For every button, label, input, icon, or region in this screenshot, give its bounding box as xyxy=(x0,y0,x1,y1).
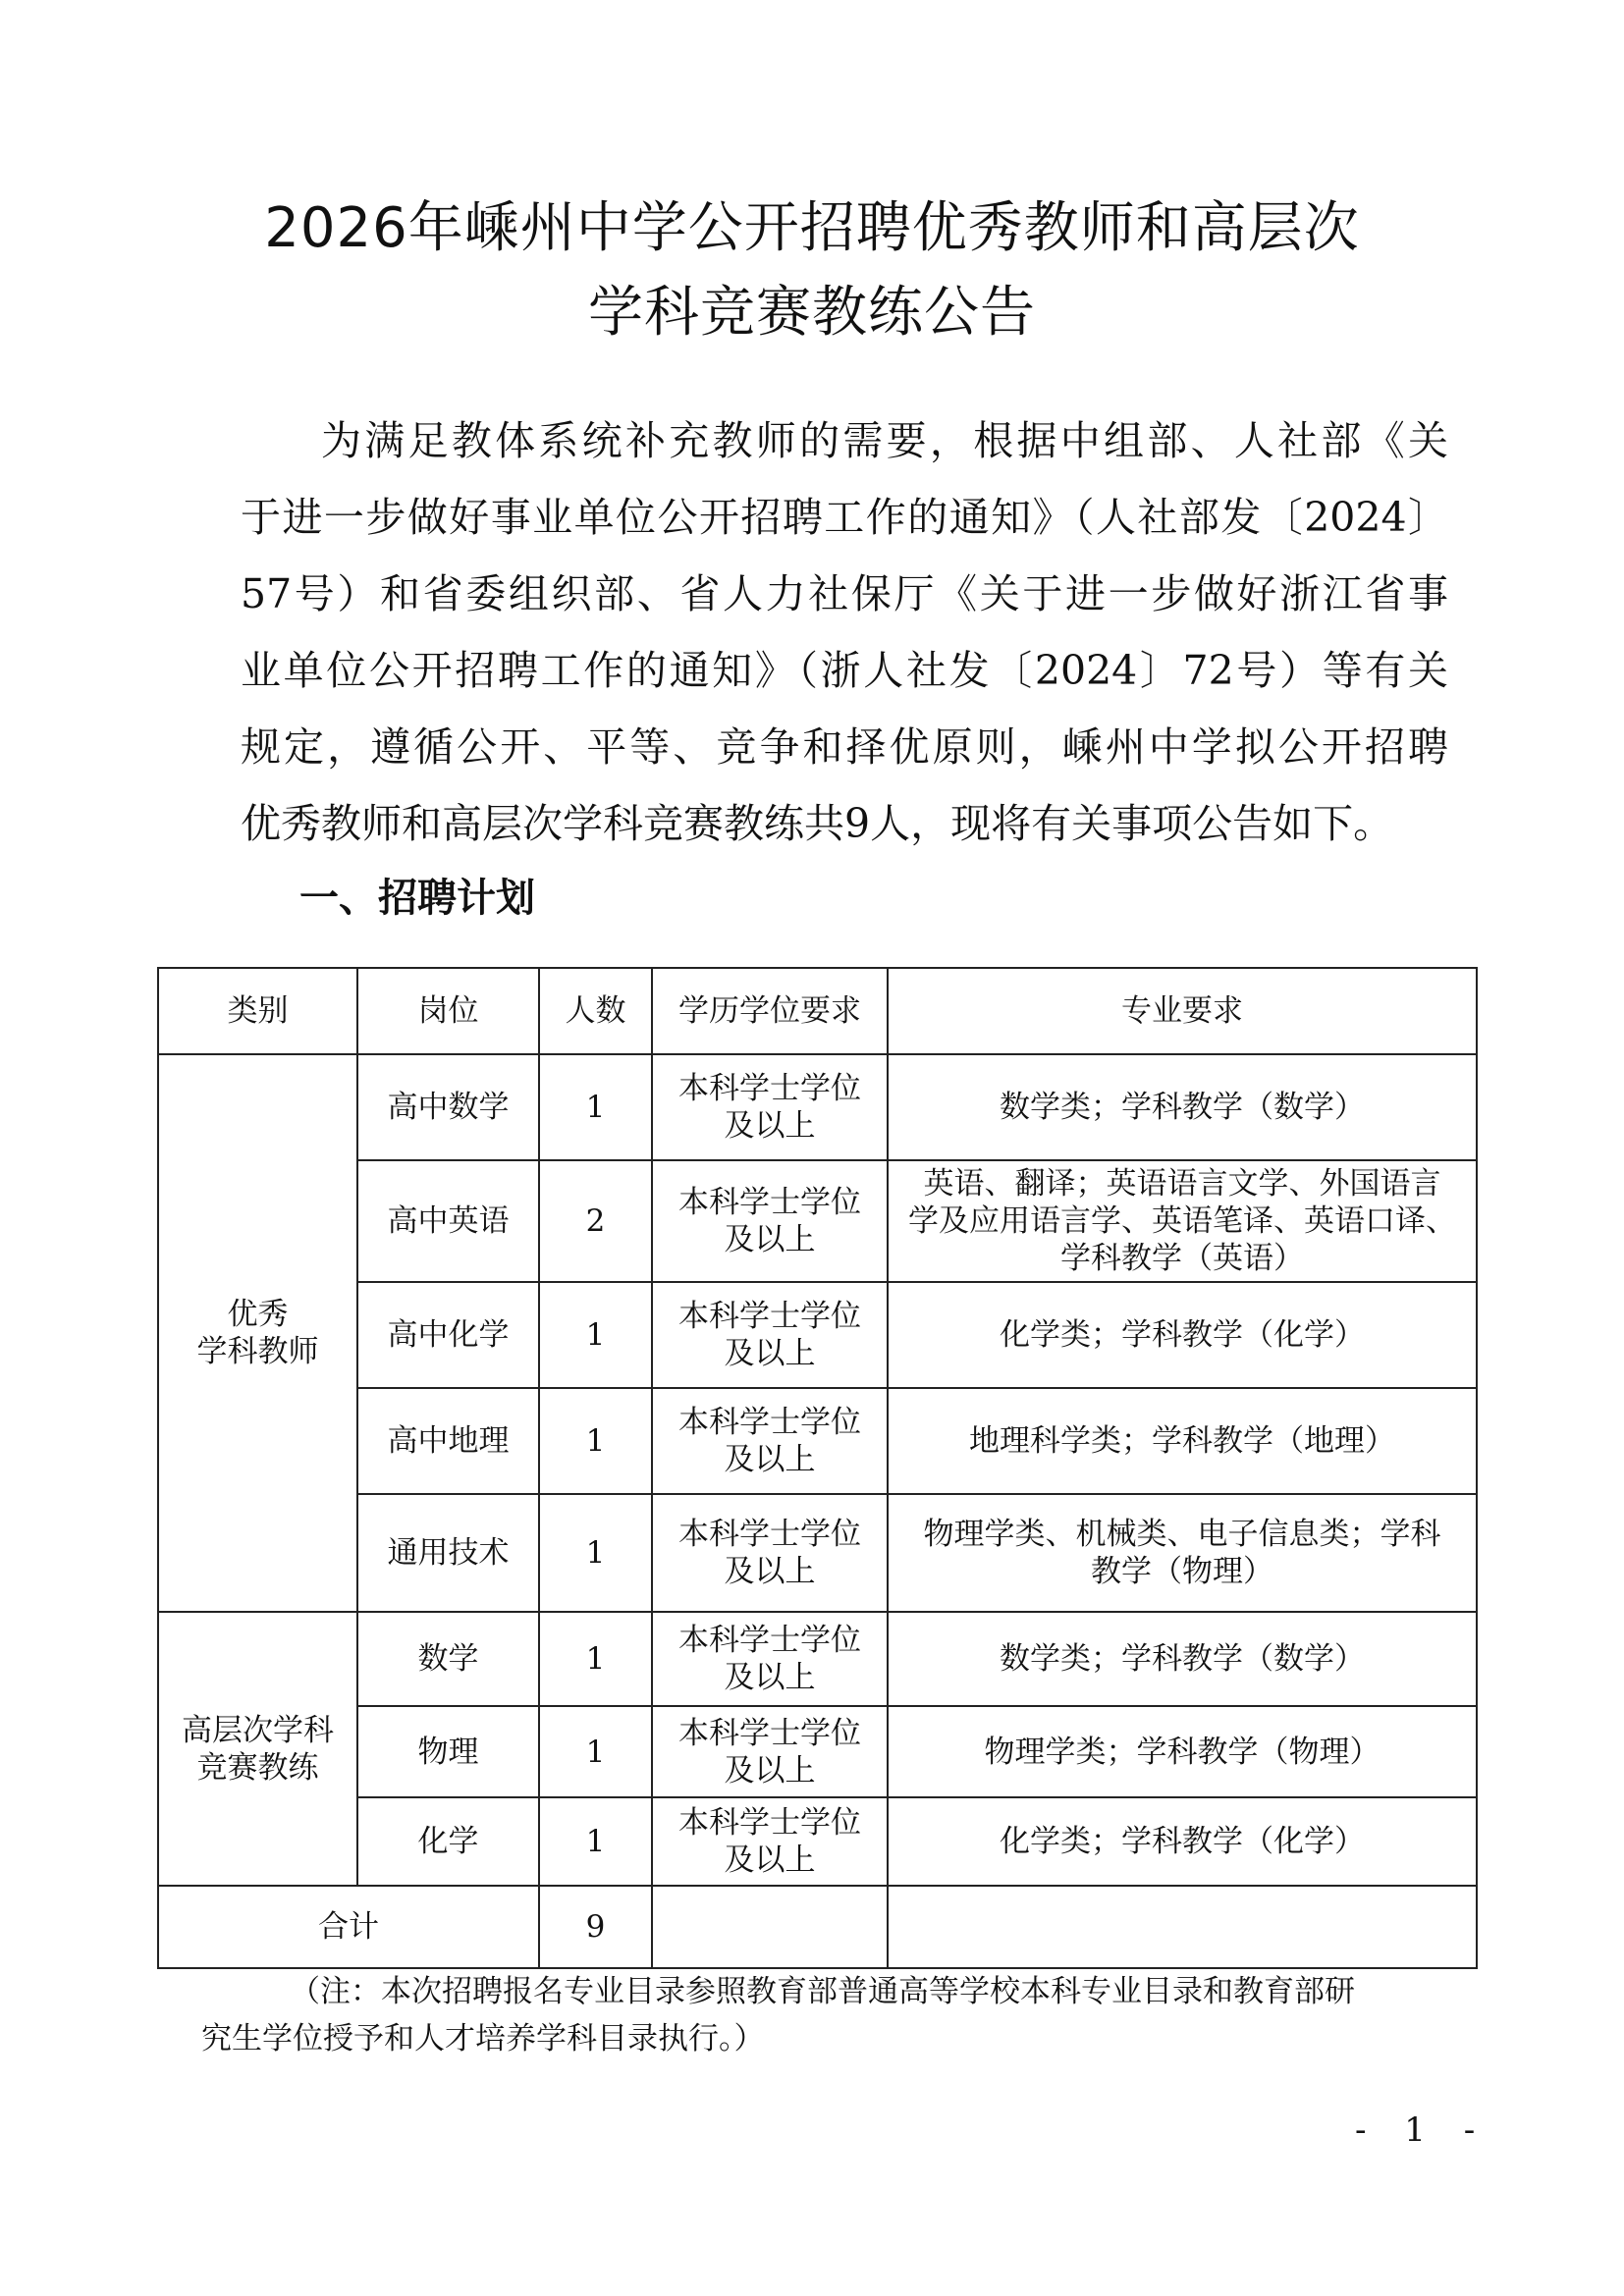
recruitment-plan-table xyxy=(157,967,1478,1969)
page-number: - 1 - xyxy=(1355,2110,1489,2150)
education-cell: 本科学士学位 及以上 xyxy=(652,1612,888,1706)
title-line-1: 2026年嵊州中学公开招聘优秀教师和高层次 xyxy=(264,196,1360,260)
note-line-1: （注：本次招聘报名专业目录参照教育部普通高等学校本科专业目录和教育部研 xyxy=(290,1974,1355,2009)
intro-line: 57号）和省委组织部、省人力社保厅《关于进一步做好浙江省事 xyxy=(241,570,1448,617)
post-cell: 高中数学 xyxy=(357,1054,539,1160)
category-cell xyxy=(158,1054,357,1612)
major-cell: 地理科学类；学科教学（地理） xyxy=(888,1388,1477,1494)
education-cell: 本科学士学位 及以上 xyxy=(652,1706,888,1797)
post-cell: 高中地理 xyxy=(357,1388,539,1494)
post-cell: 高中英语 xyxy=(357,1160,539,1282)
document-title xyxy=(0,187,1624,355)
category-label: 优秀 学科教师 xyxy=(196,1297,319,1369)
education-cell: 本科学士学位 及以上 xyxy=(652,1160,888,1282)
header-major: 专业要求 xyxy=(888,968,1477,1054)
count-cell: 2 xyxy=(539,1160,652,1282)
count-cell: 1 xyxy=(539,1706,652,1797)
major-cell: 物理学类；学科教学（物理） xyxy=(888,1706,1477,1797)
count-cell: 1 xyxy=(539,1054,652,1160)
intro-line: 于进一步做好事业单位公开招聘工作的通知》（人社部发〔2024〕 xyxy=(241,494,1448,541)
major-cell: 化学类；学科教学（化学） xyxy=(888,1797,1477,1886)
post-cell: 物理 xyxy=(357,1706,539,1797)
major-cell: 化学类；学科教学（化学） xyxy=(888,1282,1477,1388)
category-label: 高层次学科 竞赛教练 xyxy=(182,1712,334,1786)
count-cell: 1 xyxy=(539,1612,652,1706)
table-note xyxy=(201,1968,1448,2062)
header-education: 学历学位要求 xyxy=(652,968,888,1054)
major-cell: 数学类；学科教学（数学） xyxy=(888,1054,1477,1160)
count-cell: 1 xyxy=(539,1282,652,1388)
header-post: 岗位 xyxy=(357,968,539,1054)
table-row xyxy=(158,1612,1477,1706)
post-cell: 高中化学 xyxy=(357,1282,539,1388)
category-cell xyxy=(158,1612,357,1886)
education-cell: 本科学士学位 及以上 xyxy=(652,1388,888,1494)
intro-line: 优秀教师和高层次学科竞赛教练共9人，现将有关事项公告如下。 xyxy=(241,800,1394,847)
education-cell: 本科学士学位 及以上 xyxy=(652,1494,888,1612)
post-cell: 化学 xyxy=(357,1797,539,1886)
intro-line: 为满足教体系统补充教师的需要，根据中组部、人社部《关 xyxy=(321,417,1448,464)
table-header-row xyxy=(158,968,1477,1054)
total-major-empty xyxy=(888,1886,1477,1968)
count-cell: 1 xyxy=(539,1797,652,1886)
total-label: 合计 xyxy=(158,1886,539,1968)
note-line-2: 究生学位授予和人才培养学科目录执行。） xyxy=(201,2021,765,2056)
post-cell: 通用技术 xyxy=(357,1494,539,1612)
major-cell: 物理学类、机械类、电子信息类；学科 教学（物理） xyxy=(888,1494,1477,1612)
intro-line: 业单位公开招聘工作的通知》（浙人社发〔2024〕72号）等有关 xyxy=(241,647,1448,694)
header-category: 类别 xyxy=(158,968,357,1054)
header-count: 人数 xyxy=(539,968,652,1054)
total-education-empty xyxy=(652,1886,888,1968)
intro-line: 规定，遵循公开、平等、竞争和择优原则，嵊州中学拟公开招聘 xyxy=(241,723,1448,771)
table-row xyxy=(158,1054,1477,1160)
count-cell: 1 xyxy=(539,1494,652,1612)
section-heading-recruitment-plan: 一、招聘计划 xyxy=(299,876,535,921)
major-cell: 英语、翻译；英语语言文学、外国语言 学及应用语言学、英语笔译、英语口译、 学科教学（英语） xyxy=(888,1160,1477,1282)
total-count: 9 xyxy=(539,1886,652,1968)
intro-paragraph xyxy=(241,402,1448,862)
count-cell: 1 xyxy=(539,1388,652,1494)
title-line-2: 学科竞赛教练公告 xyxy=(588,281,1036,345)
education-cell: 本科学士学位 及以上 xyxy=(652,1282,888,1388)
table-total-row xyxy=(158,1886,1477,1968)
post-cell: 数学 xyxy=(357,1612,539,1706)
education-cell: 本科学士学位 及以上 xyxy=(652,1054,888,1160)
education-cell: 本科学士学位 及以上 xyxy=(652,1797,888,1886)
major-cell: 数学类；学科教学（数学） xyxy=(888,1612,1477,1706)
